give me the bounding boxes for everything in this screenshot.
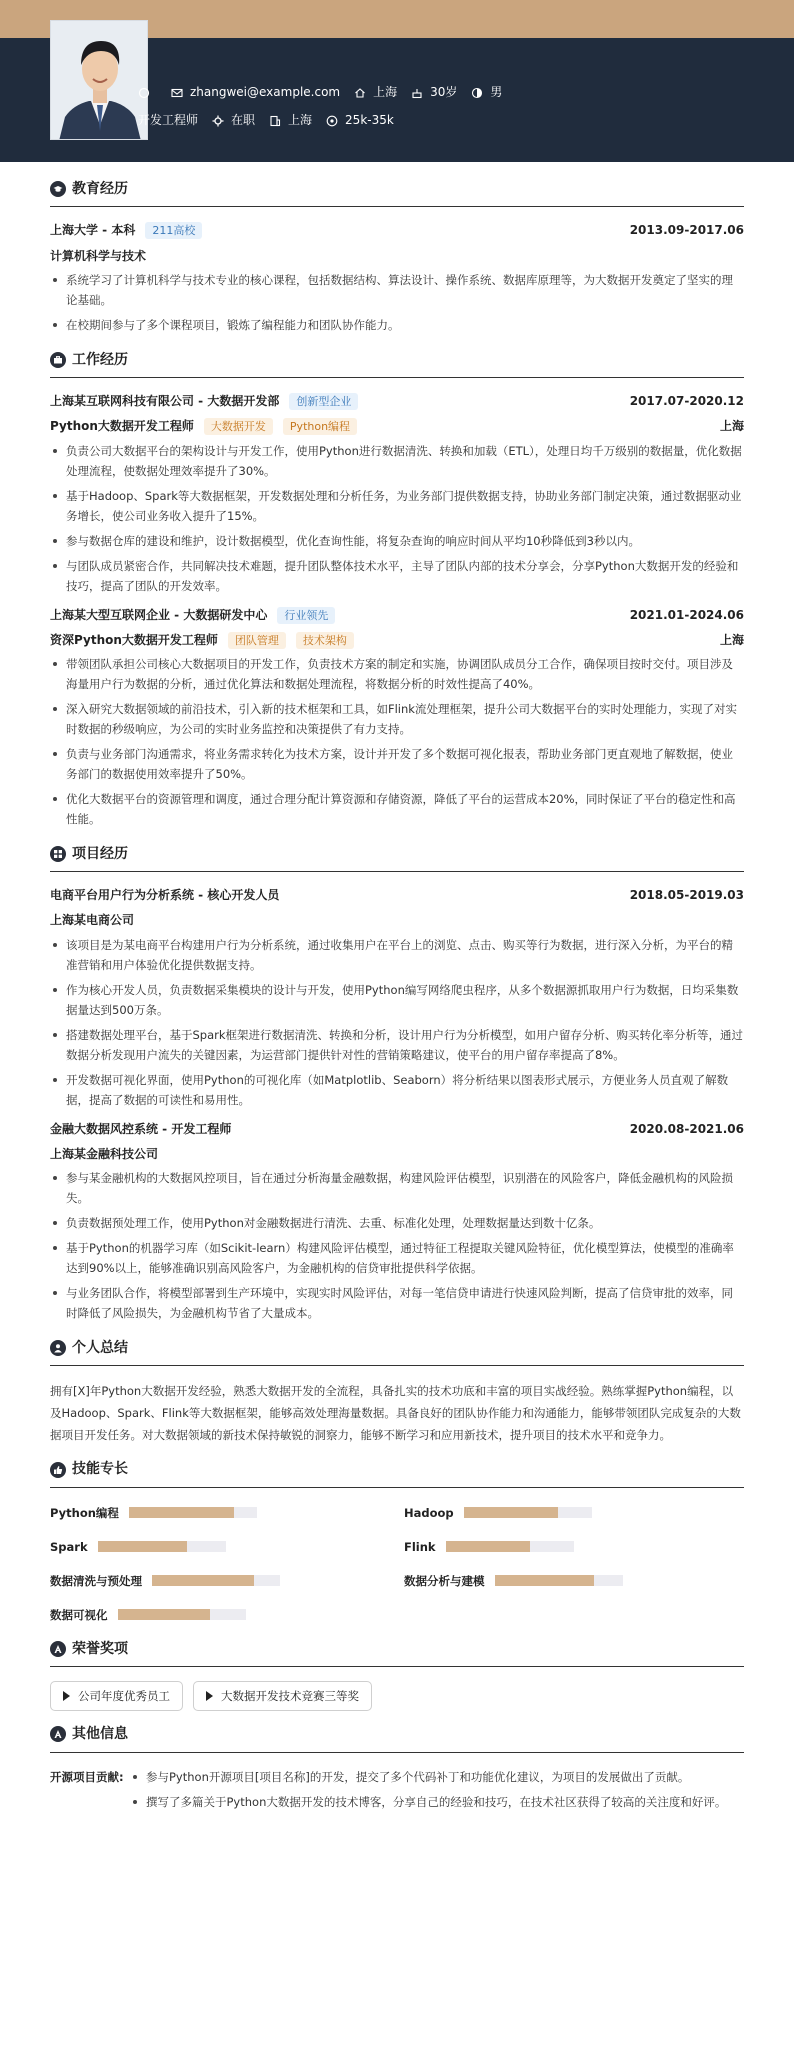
building-icon <box>269 115 281 127</box>
skill-item <box>50 1502 404 1524</box>
skill-name: 数据可视化 <box>50 1607 108 1622</box>
section-title-text: 工作经历 <box>72 351 128 368</box>
job-status-text: 在职 <box>231 113 256 127</box>
list-item: 负责数据预处理工作，使用Python对金融数据进行清洗、去重、标准化处理，处理数据量达到数十亿条。 <box>50 1213 744 1233</box>
email-text: zhangwei@example.com <box>190 85 341 99</box>
award-text: 大数据开发技术竞赛三等奖 <box>221 1689 359 1704</box>
thumbs-up-icon <box>50 1462 66 1478</box>
project-bullets <box>50 935 744 1110</box>
job-period: 2021.01-2024.06 <box>629 607 744 622</box>
contact-item <box>471 83 502 102</box>
graduation-cap-icon <box>50 181 66 197</box>
skill-item <box>404 1570 744 1592</box>
section-summary-title <box>50 1337 744 1366</box>
education-head <box>50 221 744 240</box>
section-title-text: 教育经历 <box>72 181 128 197</box>
award-text: 公司年度优秀员工 <box>78 1689 170 1704</box>
section-title-text: 其他信息 <box>72 1726 128 1743</box>
list-item: 参与某金融机构的大数据风控项目，旨在通过分析海量金融数据，构建风险评估模型，识别潜在的风险客户，降低金融机构的风险损失。 <box>50 1168 744 1208</box>
job-location: 上海 <box>719 632 744 647</box>
grid-icon <box>50 846 66 862</box>
list-item: 开发数据可视化界面，使用Python的可视化库（如Matplotlib、Seaborn）将分析结果以图表形式展示，方便业务人员直观了解数据，提高了数据的可读性和易用性。 <box>50 1070 744 1110</box>
section-projects-title <box>50 843 744 872</box>
list-item: 深入研究大数据领域的前沿技术，引入新的技术框架和工具，如Flink流处理框架，提升公司大数据平台的实时处理能力，实现了对实时数据的秒级响应，为公司的实时业务监控和决策提供了有力支持。 <box>50 699 744 739</box>
list-item: 在校期间参与了多个课程项目，锻炼了编程能力和团队协作能力。 <box>50 315 744 335</box>
skill-name: Spark <box>50 1539 88 1554</box>
section-work-title <box>50 349 744 378</box>
skill-bar-fill <box>495 1575 595 1586</box>
list-item: 与业务团队合作，将模型部署到生产环境中，实现实时风险评估，对每一笔信贷申请进行快速风险判断，提高了信贷审批的效率，同时降低了风险损失，为金融机构节省了大量成本。 <box>50 1283 744 1323</box>
skill-name: 数据清洗与预处理 <box>50 1573 142 1588</box>
skill-bar <box>495 1575 623 1586</box>
role-head <box>50 631 744 650</box>
skill-bar-fill <box>118 1609 210 1620</box>
project-company-text: 上海某电商公司 <box>50 913 135 928</box>
skill-item <box>404 1536 744 1558</box>
job-row <box>138 111 408 130</box>
award-icon <box>50 1641 66 1657</box>
project-company <box>50 1145 744 1164</box>
role-head <box>50 417 744 436</box>
skill-bar <box>98 1541 226 1552</box>
gender-icon <box>471 87 483 99</box>
skill-name: Python编程 <box>50 1505 119 1520</box>
list-item: 搭建数据处理平台，基于Spark框架进行数据清洗、转换和分析，设计用户行为分析模型，如用户留存分析、购买转化率分析等，通过数据分析发现用户流失的关键因素，为运营部门提供针对性的营销策略建议，使平台的用户留存率提高了8%。 <box>50 1025 744 1065</box>
list-item: 参与Python开源项目[项目名称]的开发，提交了多个代码补丁和功能优化建议，为项目的发展做出了贡献。 <box>130 1767 740 1787</box>
salary-text: 25k-35k <box>345 113 394 127</box>
job-city-text: 上海 <box>288 113 313 127</box>
role-tag: 大数据开发 <box>204 418 273 435</box>
company-name: 上海某大型互联网企业 - 大数据研发中心 <box>50 607 268 622</box>
section-title-text: 技能专长 <box>72 1461 128 1478</box>
skill-item <box>50 1536 404 1558</box>
company-name: 上海某互联网科技有限公司 - 大数据开发部 <box>50 394 280 409</box>
contact-item <box>138 87 157 99</box>
skill-name: Flink <box>404 1539 436 1554</box>
list-item: 作为核心开发人员，负责数据采集模块的设计与开发，使用Python编写网络爬虫程序，从多个数据源抓取用户行为数据，日均采集数据量达到500万条。 <box>50 980 744 1020</box>
job-item <box>269 111 312 130</box>
briefcase-icon <box>50 352 66 368</box>
project-head <box>50 886 744 905</box>
section-awards-title <box>50 1638 744 1667</box>
skill-bar <box>129 1507 257 1518</box>
play-icon <box>206 1691 213 1701</box>
list-item: 该项目是为某电商平台构建用户行为分析系统，通过收集用户在平台上的浏览、点击、购买等行为数据，进行深入分析，为平台的精准营销和用户体验优化提供数据支持。 <box>50 935 744 975</box>
other-info <box>50 1767 744 1827</box>
project-company <box>50 911 744 930</box>
skill-item <box>50 1604 404 1626</box>
project-head <box>50 1120 744 1139</box>
contact-item <box>171 83 340 102</box>
role-tag: 团队管理 <box>228 632 286 649</box>
education-bullets <box>50 270 744 335</box>
section-title-text: 项目经历 <box>72 845 128 862</box>
project-period: 2020.08-2021.06 <box>629 1121 744 1136</box>
skill-bar <box>464 1507 592 1518</box>
job-bullets <box>50 654 744 829</box>
info-icon <box>50 1726 66 1742</box>
role-name: Python大数据开发工程师 <box>50 419 194 434</box>
major-text: 计算机科学与技术 <box>50 248 147 263</box>
project-period: 2018.05-2019.03 <box>629 888 744 903</box>
list-item: 负责公司大数据平台的架构设计与开发工作，使用Python进行数据清洗、转换和加载（ETL），处理日均千万级别的数据量，优化数据处理流程，使数据处理效率提升了30%。 <box>50 441 744 481</box>
status-icon <box>212 115 224 127</box>
role-name: 资深Python大数据开发工程师 <box>50 632 218 647</box>
award-chip <box>193 1681 372 1711</box>
section-other-title <box>50 1723 744 1752</box>
section-education-title <box>50 178 744 207</box>
list-item: 带领团队承担公司核心大数据项目的开发工作，负责技术方案的制定和实施，协调团队成员分工合作，确保项目按时交付。项目涉及海量用户行为数据的分析，通过优化算法和数据处理流程，将数据分析的时效性提高了40%。 <box>50 654 744 694</box>
project-name: 电商平台用户行为分析系统 - 核心开发人员 <box>50 888 280 903</box>
other-label: 开源项目贡献: <box>50 1769 124 1784</box>
project-bullets <box>50 1168 744 1323</box>
job-head <box>50 392 744 411</box>
list-item: 负责与业务部门沟通需求，将业务需求转化为技术方案，设计并开发了多个数据可视化报表，帮助业务部门更直观地了解数据，使业务部门的数据使用效率提升了50%。 <box>50 744 744 784</box>
school-name: 上海大学 - 本科 <box>50 223 136 238</box>
job-item <box>212 111 255 130</box>
skill-name: Hadoop <box>404 1505 454 1520</box>
project-name: 金融大数据风控系统 - 开发工程师 <box>50 1121 232 1136</box>
list-item: 优化大数据平台的资源管理和调度，通过合理分配计算资源和存储资源，降低了平台的运营成本20%，同时保证了平台的稳定性和高性能。 <box>50 789 744 829</box>
job-location: 上海 <box>719 419 744 434</box>
age-icon <box>411 87 423 99</box>
contact-item <box>411 83 457 102</box>
skill-bar-fill <box>152 1575 254 1586</box>
job-head <box>50 606 744 625</box>
skill-item <box>50 1570 404 1592</box>
section-title-text: 荣誉奖项 <box>72 1640 128 1657</box>
skill-bar <box>118 1609 246 1620</box>
role-tag: 技术架构 <box>296 632 354 649</box>
other-bullets <box>130 1767 740 1817</box>
section-title-text: 个人总结 <box>72 1340 128 1357</box>
awards-list <box>50 1681 744 1711</box>
school-tag: 211高校 <box>145 222 202 239</box>
skill-bar <box>446 1541 574 1552</box>
salary-icon <box>326 115 338 127</box>
education-period: 2013.09-2017.06 <box>629 223 744 238</box>
job-period: 2017.07-2020.12 <box>629 394 744 409</box>
mail-icon <box>171 87 183 99</box>
resume-content <box>50 172 744 1827</box>
list-item: 系统学习了计算机科学与技术专业的核心课程，包括数据结构、算法设计、操作系统、数据库原理等，为大数据开发奠定了坚实的理论基础。 <box>50 270 744 310</box>
age-text: 30岁 <box>430 85 458 99</box>
city-text: 上海 <box>373 85 398 99</box>
skill-item <box>404 1502 744 1524</box>
summary-text: 拥有[X]年Python大数据开发经验，熟悉大数据开发的全流程，具备扎实的技术功底和丰富的项目实战经验。熟练掌握Python编程，以及Hadoop、Spark、Flink等大数据框架，能够高效处理海量数据。具备良好的团队协作能力和沟通能力，能够带领团队完成复杂的大数据项目开发任务。对大数据领域的新技术保持敏锐的洞察力，能够不断学习和应用新技术，提升项目的技术水平和竞争力。 <box>50 1384 741 1443</box>
project-company-text: 上海某金融科技公司 <box>50 1146 159 1161</box>
link-icon <box>138 87 150 99</box>
home-icon <box>354 87 366 99</box>
skill-bar-fill <box>129 1507 234 1518</box>
profile-photo <box>50 20 148 140</box>
skill-name: 数据分析与建模 <box>404 1573 485 1588</box>
major <box>50 247 744 266</box>
section-skills-title <box>50 1458 744 1487</box>
award-chip <box>50 1681 183 1711</box>
contact-row <box>138 83 516 102</box>
user-icon <box>50 1340 66 1356</box>
skill-bar-fill <box>98 1541 188 1552</box>
job-title-text: 开发工程师 <box>138 113 199 127</box>
list-item: 基于Python的机器学习库（如Scikit-learn）构建风险评估模型，通过特征工程提取关键风险特征，优化模型算法，使模型的准确率达到90%以上，能够准确识别高风险客户，为金融机构的信贷审批提供科学依据。 <box>50 1238 744 1278</box>
contact-item <box>354 83 397 102</box>
play-icon <box>63 1691 70 1701</box>
list-item: 基于Hadoop、Spark等大数据框架，开发数据处理和分析任务，为业务部门提供数据支持，协助业务部门制定决策，通过数据驱动业务增长，使公司业务收入提升了15%。 <box>50 486 744 526</box>
gender-text: 男 <box>490 85 503 99</box>
job-bullets <box>50 441 744 596</box>
job-item <box>326 111 394 130</box>
skill-bar-fill <box>464 1507 559 1518</box>
job-item <box>138 111 198 130</box>
company-tag: 创新型企业 <box>289 393 358 410</box>
skill-bar <box>152 1575 280 1586</box>
skills-grid <box>50 1502 744 1626</box>
list-item: 撰写了多篇关于Python大数据开发的技术博客，分享自己的经验和技巧，在技术社区获得了较高的关注度和好评。 <box>130 1792 740 1812</box>
company-tag: 行业领先 <box>277 607 335 624</box>
list-item: 参与数据仓库的建设和维护，设计数据模型，优化查询性能，将复杂查询的响应时间从平均10秒降低到3秒以内。 <box>50 531 744 551</box>
role-tag: Python编程 <box>283 418 357 435</box>
skill-bar-fill <box>446 1541 530 1552</box>
list-item: 与团队成员紧密合作，共同解决技术难题，提升团队整体技术水平，主导了团队内部的技术分享会，分享Python大数据开发的经验和技巧，提高了团队的开发效率。 <box>50 556 744 596</box>
